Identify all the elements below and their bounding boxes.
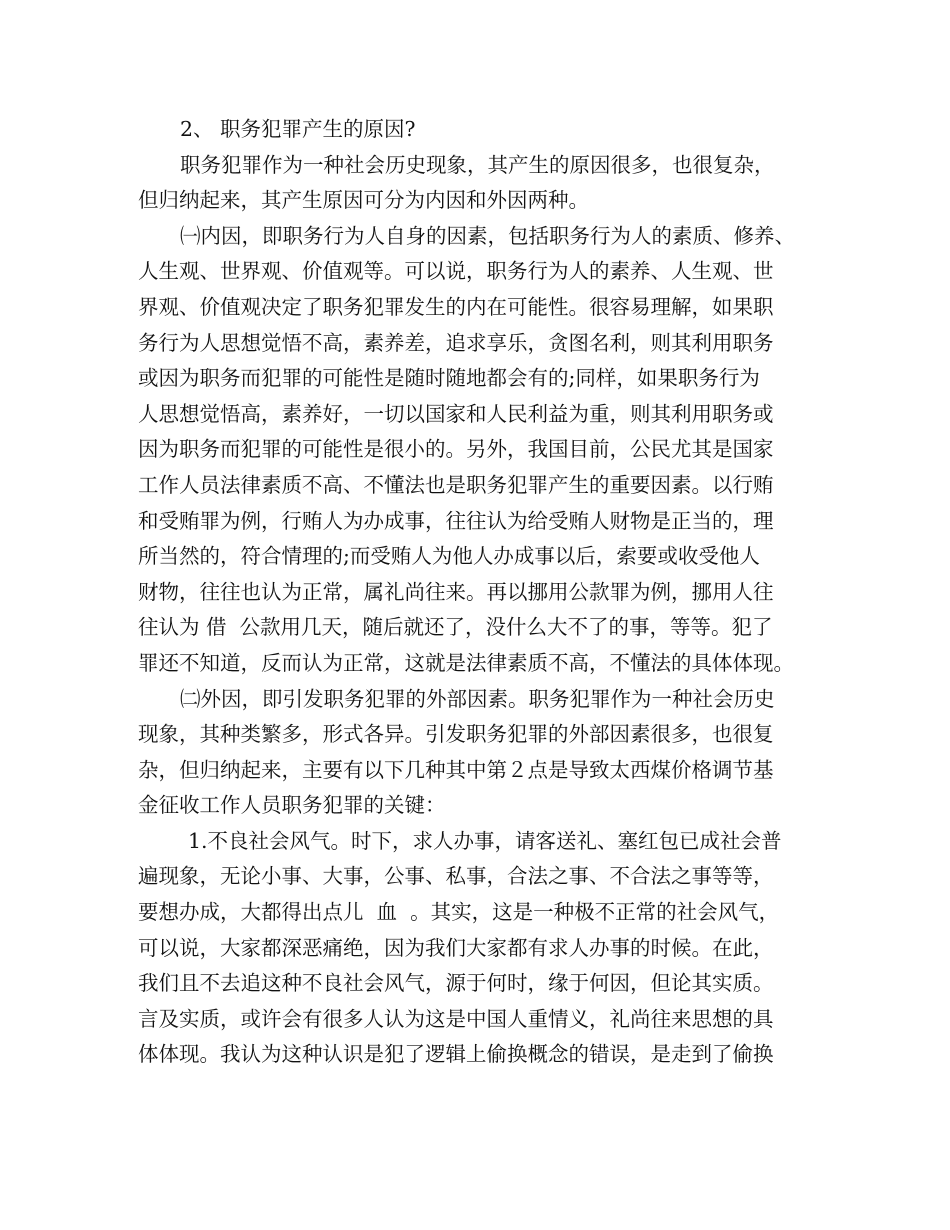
paragraph-line: 往认为 借 公款用几天，随后就还了，没什么大不了的事，等等。犯了 xyxy=(138,615,773,640)
section-heading: 2、 职务犯罪产生的原因? xyxy=(180,117,416,141)
paragraph-line: 言及实质，或许会有很多人认为这是中国人重情义，礼尚往来思想的具 xyxy=(138,1006,774,1031)
paragraph-line: 金征收工作人员职务犯罪的关键： xyxy=(138,793,446,818)
paragraph-line: 人生观、世界观、价值观等。可以说，职务行为人的素养、人生观、世 xyxy=(138,259,774,284)
paragraph-line: 或因为职务而犯罪的可能性是随时随地都会有的;同样，如果职务行为 xyxy=(138,366,760,391)
paragraph-line: 可以说，大家都深恶痛绝，因为我们大家都有求人办事的时候。在此， xyxy=(138,935,774,960)
paragraph-line: ㈡外因，即引发职务犯罪的外部因素。职务犯罪作为一种社会历史 xyxy=(180,686,775,711)
paragraph-line: 遍现象，无论小事、大事，公事、私事，合法之事、不合法之事等等， xyxy=(138,864,774,889)
paragraph-line: 我们且不去追这种不良社会风气，源于何时，缘于何因，但论其实质。 xyxy=(138,971,774,996)
paragraph-line: 杂，但归纳起来，主要有以下几种其中第２点是导致太西煤价格调节基 xyxy=(138,757,774,782)
paragraph-line: 因为职务而犯罪的可能性是很小的。另外，我国目前，公民尤其是国家 xyxy=(138,437,774,462)
paragraph-line: 要想办成，大都得出点儿 血 。其实，这是一种极不正常的社会风气， xyxy=(138,900,780,925)
paragraph-line: 所当然的，符合情理的;而受贿人为他人办成事以后，索要或收受他人 xyxy=(138,544,760,569)
paragraph-line: 职务犯罪作为一种社会历史现象，其产生的原因很多，也很复杂， xyxy=(180,152,775,177)
paragraph-line: 务行为人思想觉悟不高，素养差，追求享乐，贪图名利，则其利用职务 xyxy=(138,330,774,355)
paragraph-line: 和受贿罪为例，行贿人为办成事，往往认为给受贿人财物是正当的，理 xyxy=(138,508,774,533)
paragraph-line: 体体现。我认为这种认识是犯了逻辑上偷换概念的错误，是走到了偷换 xyxy=(138,1042,774,1067)
paragraph-line: 工作人员法律素质不高、不懂法也是职务犯罪产生的重要因素。以行贿 xyxy=(138,472,774,497)
document-body xyxy=(138,112,818,1073)
paragraph-line: 人思想觉悟高，素养好，一切以国家和人民利益为重，则其利用职务或 xyxy=(138,401,774,426)
paragraph-line: 罪还不知道，反而认为正常，这就是法律素质不高，不懂法的具体体现。 xyxy=(138,650,794,675)
paragraph-line: 现象，其种类繁多，形式各异。引发职务犯罪的外部因素很多，也很复 xyxy=(138,722,774,747)
paragraph-line: ㈠内因，即职务行为人自身的因素，包括职务行为人的素质、修养、 xyxy=(180,223,795,248)
paragraph-line: 财物，往往也认为正常，属礼尚往来。再以挪用公款罪为例，挪用人往 xyxy=(138,579,774,604)
paragraph-line: 界观、价值观决定了职务犯罪发生的内在可能性。很容易理解，如果职 xyxy=(138,294,774,319)
paragraph-line: 但归纳起来，其产生原因可分为内因和外因两种。 xyxy=(138,188,589,213)
paragraph-line: 1.不良社会风气。时下，求人办事，请客送礼、塞红包已成社会普 xyxy=(188,828,782,853)
